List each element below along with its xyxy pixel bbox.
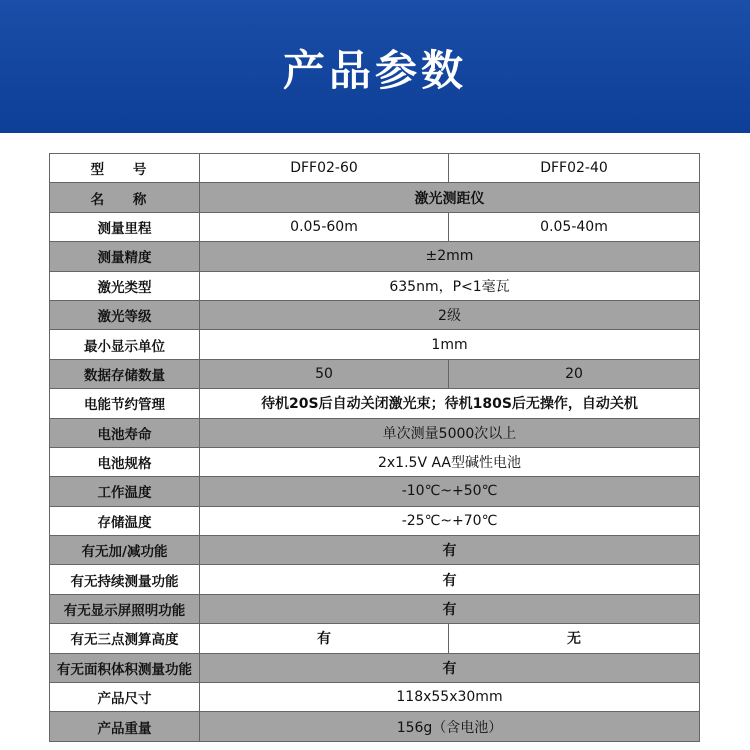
row-label: 名 称	[50, 183, 200, 212]
row-label: 产品重量	[50, 712, 200, 741]
row-value-b: 20	[449, 360, 700, 389]
spec-table	[49, 153, 700, 742]
row-value: 有	[200, 654, 700, 683]
row-label: 有无面积体积测量功能	[50, 654, 200, 683]
row-value-a: 0.05-60m	[200, 213, 449, 242]
row-label: 有无三点测算高度	[50, 624, 200, 653]
value-model-a: DFF02-60	[200, 154, 449, 183]
row-label: 激光等级	[50, 301, 200, 330]
table-row	[50, 624, 700, 653]
row-label: 激光类型	[50, 272, 200, 301]
row-value: 有	[200, 565, 700, 594]
table-row	[50, 565, 700, 594]
table-row	[50, 683, 700, 712]
row-value-a: 有	[200, 624, 449, 653]
row-label: 最小显示单位	[50, 330, 200, 359]
table-row	[50, 712, 700, 741]
page-title: 产品参数	[282, 46, 467, 95]
row-label: 有无持续测量功能	[50, 565, 200, 594]
table-row	[50, 595, 700, 624]
row-label: 有无显示屏照明功能	[50, 595, 200, 624]
row-label: 测量精度	[50, 242, 200, 271]
row-label: 测量里程	[50, 213, 200, 242]
table-row	[50, 507, 700, 536]
table-row	[50, 272, 700, 301]
row-value: 635nm，P<1毫瓦	[200, 272, 700, 301]
row-label: 型 号	[50, 154, 200, 183]
row-label: 数据存储数量	[50, 360, 200, 389]
row-value-a: 50	[200, 360, 449, 389]
table-row	[50, 448, 700, 477]
row-label: 电池寿命	[50, 419, 200, 448]
row-label: 存储温度	[50, 507, 200, 536]
row-label: 工作温度	[50, 477, 200, 506]
row-label: 有无加/减功能	[50, 536, 200, 565]
row-label: 产品尺寸	[50, 683, 200, 712]
table-row	[50, 154, 700, 183]
header-banner	[0, 0, 750, 133]
table-row	[50, 389, 700, 418]
table-row	[50, 213, 700, 242]
row-value: 118x55x30mm	[200, 683, 700, 712]
row-value: 2级	[200, 301, 700, 330]
row-value: 有	[200, 536, 700, 565]
row-value: 激光测距仪	[200, 183, 700, 212]
row-value: 2x1.5V AA型碱性电池	[200, 448, 700, 477]
table-row	[50, 419, 700, 448]
row-value-b: 无	[449, 624, 700, 653]
row-value: 单次测量5000次以上	[200, 419, 700, 448]
table-row	[50, 183, 700, 212]
row-value: -10℃~+50℃	[200, 477, 700, 506]
row-value: 待机20S后自动关闭激光束；待机180S后无操作，自动关机	[200, 389, 700, 418]
table-row	[50, 330, 700, 359]
row-value: 156g（含电池）	[200, 712, 700, 741]
row-label: 电池规格	[50, 448, 200, 477]
row-label: 电能节约管理	[50, 389, 200, 418]
table-row	[50, 242, 700, 271]
row-value-b: 0.05-40m	[449, 213, 700, 242]
row-value: 有	[200, 595, 700, 624]
row-value: -25℃~+70℃	[200, 507, 700, 536]
row-value: ±2mm	[200, 242, 700, 271]
table-row	[50, 301, 700, 330]
table-row	[50, 477, 700, 506]
table-row	[50, 360, 700, 389]
table-row	[50, 654, 700, 683]
table-row	[50, 536, 700, 565]
value-model-b: DFF02-40	[449, 154, 700, 183]
row-value: 1mm	[200, 330, 700, 359]
